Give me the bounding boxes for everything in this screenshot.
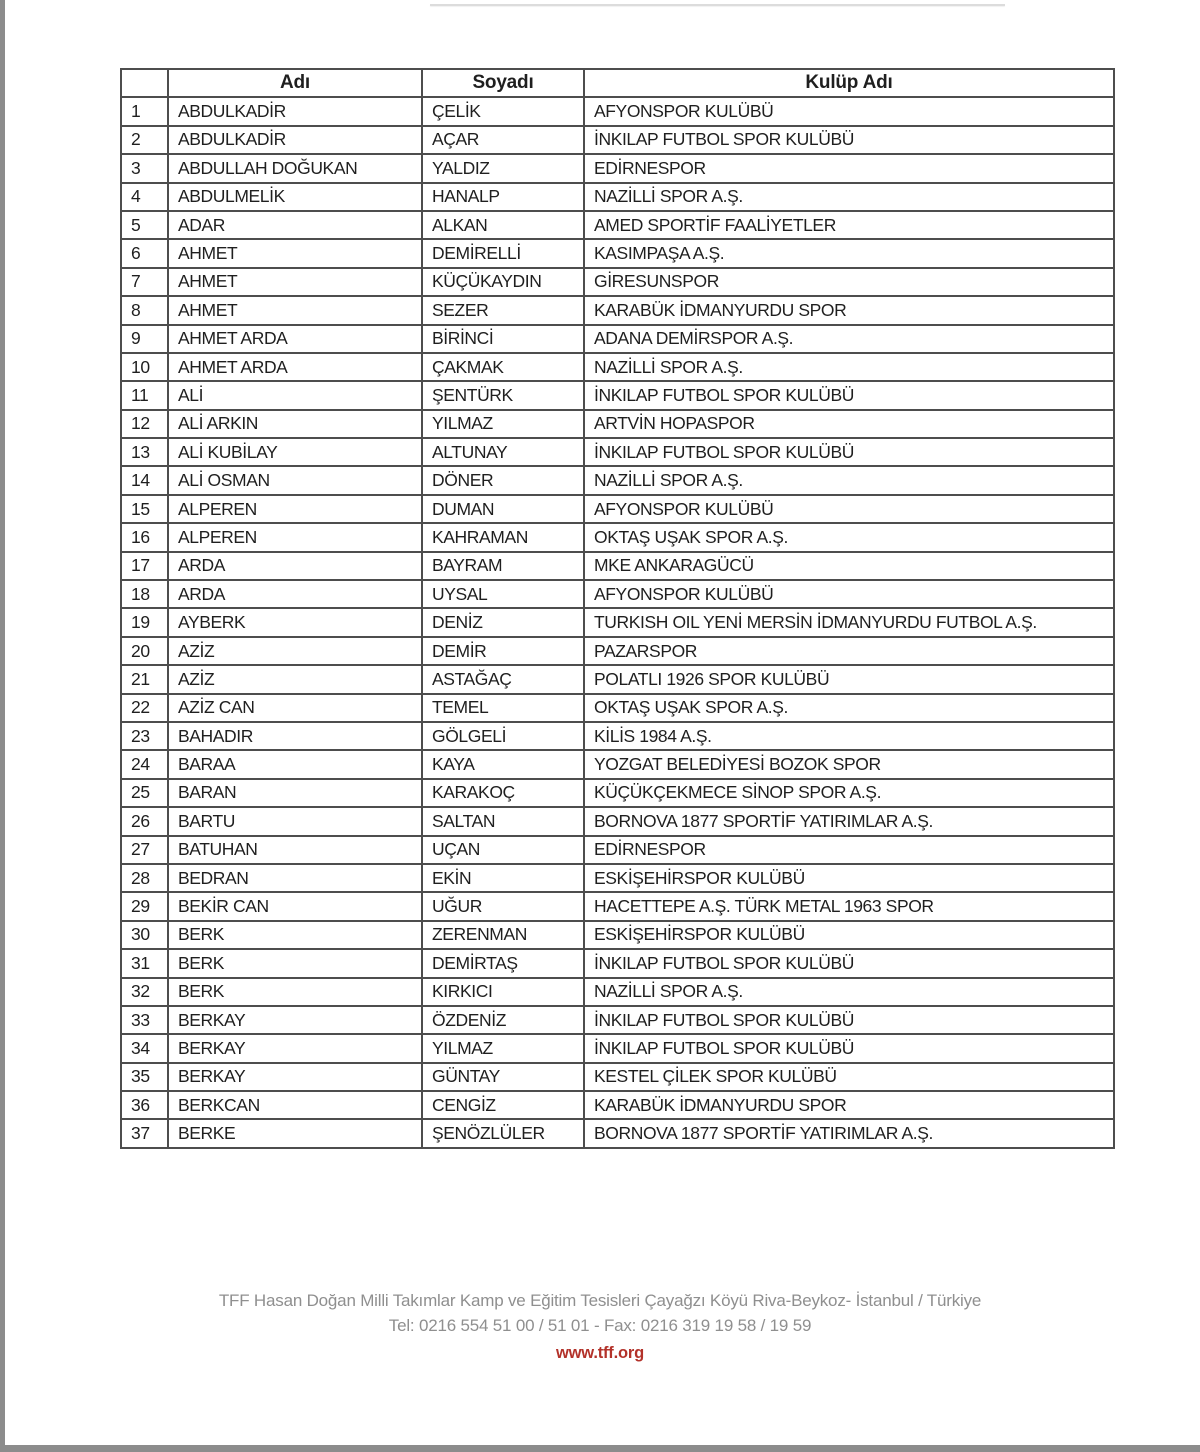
cell-surname: GÜNTAY xyxy=(422,1063,584,1091)
cell-name: ABDULKADİR xyxy=(168,97,422,125)
cell-surname: YILMAZ xyxy=(422,410,584,438)
cell-name: AHMET ARDA xyxy=(168,325,422,353)
table-body xyxy=(121,97,1114,1147)
table-row xyxy=(121,921,1114,949)
cell-surname: CENGİZ xyxy=(422,1091,584,1119)
row-number: 8 xyxy=(121,296,168,324)
row-number: 1 xyxy=(121,97,168,125)
row-number: 34 xyxy=(121,1034,168,1062)
cell-surname: KÜÇÜKAYDIN xyxy=(422,268,584,296)
cell-name: BERKAY xyxy=(168,1063,422,1091)
cell-surname: UYSAL xyxy=(422,580,584,608)
cell-club: PAZARSPOR xyxy=(584,637,1114,665)
row-number: 21 xyxy=(121,665,168,693)
row-number: 25 xyxy=(121,779,168,807)
scan-edge-left xyxy=(0,0,5,1452)
table-row xyxy=(121,807,1114,835)
cell-club: POLATLI 1926 SPOR KULÜBÜ xyxy=(584,665,1114,693)
cell-name: BATUHAN xyxy=(168,836,422,864)
cell-surname: SEZER xyxy=(422,296,584,324)
cell-surname: BİRİNCİ xyxy=(422,325,584,353)
cell-surname: ALKAN xyxy=(422,211,584,239)
cell-surname: YILMAZ xyxy=(422,1034,584,1062)
cell-name: ALPEREN xyxy=(168,495,422,523)
cell-name: BEKİR CAN xyxy=(168,892,422,920)
cell-club: TURKISH OIL YENİ MERSİN İDMANYURDU FUTBOL A.Ş. xyxy=(584,608,1114,636)
cell-name: BERKCAN xyxy=(168,1091,422,1119)
cell-club: NAZİLLİ SPOR A.Ş. xyxy=(584,978,1114,1006)
column-header-name: Adı xyxy=(168,69,422,97)
row-number: 3 xyxy=(121,154,168,182)
cell-surname: KAYA xyxy=(422,750,584,778)
row-number: 2 xyxy=(121,126,168,154)
cell-surname: KARAKOÇ xyxy=(422,779,584,807)
cell-club: ESKİŞEHİRSPOR KULÜBÜ xyxy=(584,921,1114,949)
row-number: 17 xyxy=(121,552,168,580)
table-header-row xyxy=(121,69,1114,97)
cell-club: KESTEL ÇİLEK SPOR KULÜBÜ xyxy=(584,1063,1114,1091)
cell-club: İNKILAP FUTBOL SPOR KULÜBÜ xyxy=(584,381,1114,409)
cell-name: BEDRAN xyxy=(168,864,422,892)
cell-club: NAZİLLİ SPOR A.Ş. xyxy=(584,183,1114,211)
table-row xyxy=(121,722,1114,750)
row-number: 5 xyxy=(121,211,168,239)
row-number: 28 xyxy=(121,864,168,892)
table-row xyxy=(121,1006,1114,1034)
row-number: 14 xyxy=(121,466,168,494)
cell-club: KİLİS 1984 A.Ş. xyxy=(584,722,1114,750)
row-number: 9 xyxy=(121,325,168,353)
cell-name: AHMET xyxy=(168,296,422,324)
player-roster-table xyxy=(120,68,1115,1149)
cell-club: KASIMPAŞA A.Ş. xyxy=(584,239,1114,267)
row-number: 18 xyxy=(121,580,168,608)
cell-name: BERKE xyxy=(168,1119,422,1147)
table-row xyxy=(121,296,1114,324)
row-number: 32 xyxy=(121,978,168,1006)
cell-surname: KAHRAMAN xyxy=(422,523,584,551)
cell-name: AHMET xyxy=(168,268,422,296)
cell-surname: AÇAR xyxy=(422,126,584,154)
cell-club: EDİRNESPOR xyxy=(584,836,1114,864)
cell-surname: DEMİRTAŞ xyxy=(422,949,584,977)
cell-surname: SALTAN xyxy=(422,807,584,835)
cell-name: ALİ xyxy=(168,381,422,409)
cell-name: ALİ KUBİLAY xyxy=(168,438,422,466)
row-number: 19 xyxy=(121,608,168,636)
row-number: 30 xyxy=(121,921,168,949)
table-row xyxy=(121,1091,1114,1119)
cell-name: ARDA xyxy=(168,580,422,608)
row-number: 12 xyxy=(121,410,168,438)
cell-club: AFYONSPOR KULÜBÜ xyxy=(584,580,1114,608)
scan-edge-bottom xyxy=(0,1445,1200,1452)
cell-name: ADAR xyxy=(168,211,422,239)
row-number: 7 xyxy=(121,268,168,296)
cell-name: BARAA xyxy=(168,750,422,778)
cell-surname: ASTAĞAÇ xyxy=(422,665,584,693)
cell-surname: ŞENÖZLÜLER xyxy=(422,1119,584,1147)
table-row xyxy=(121,608,1114,636)
table-row xyxy=(121,410,1114,438)
table-row xyxy=(121,325,1114,353)
cell-surname: HANALP xyxy=(422,183,584,211)
cell-club: YOZGAT BELEDİYESİ BOZOK SPOR xyxy=(584,750,1114,778)
cell-name: BAHADIR xyxy=(168,722,422,750)
table-row xyxy=(121,495,1114,523)
cell-name: BERKAY xyxy=(168,1006,422,1034)
table-row xyxy=(121,836,1114,864)
row-number: 4 xyxy=(121,183,168,211)
footer-website: www.tff.org xyxy=(556,1344,644,1362)
table-row xyxy=(121,154,1114,182)
cell-club: HACETTEPE A.Ş. TÜRK METAL 1963 SPOR xyxy=(584,892,1114,920)
cell-club: İNKILAP FUTBOL SPOR KULÜBÜ xyxy=(584,438,1114,466)
cell-name: BARAN xyxy=(168,779,422,807)
cell-name: BARTU xyxy=(168,807,422,835)
cell-surname: EKİN xyxy=(422,864,584,892)
cell-surname: ÖZDENİZ xyxy=(422,1006,584,1034)
cell-name: AZİZ CAN xyxy=(168,694,422,722)
cell-name: ABDULKADİR xyxy=(168,126,422,154)
table-row xyxy=(121,1034,1114,1062)
cell-surname: ÇAKMAK xyxy=(422,353,584,381)
cell-name: BERKAY xyxy=(168,1034,422,1062)
cell-surname: DEMİR xyxy=(422,637,584,665)
table-row xyxy=(121,97,1114,125)
table-row xyxy=(121,750,1114,778)
cell-surname: UĞUR xyxy=(422,892,584,920)
cell-name: AZİZ xyxy=(168,637,422,665)
column-header-club: Kulüp Adı xyxy=(584,69,1114,97)
footer-address: TFF Hasan Doğan Milli Takımlar Kamp ve Eğitim Tesisleri Çayağzı Köyü Riva-Beykoz- İstanbul / Türkiye xyxy=(218,1291,982,1310)
row-number: 37 xyxy=(121,1119,168,1147)
cell-club: AFYONSPOR KULÜBÜ xyxy=(584,97,1114,125)
row-number: 10 xyxy=(121,353,168,381)
cell-club: İNKILAP FUTBOL SPOR KULÜBÜ xyxy=(584,1006,1114,1034)
cell-club: ADANA DEMİRSPOR A.Ş. xyxy=(584,325,1114,353)
table-row xyxy=(121,637,1114,665)
table-row xyxy=(121,665,1114,693)
cell-name: AHMET ARDA xyxy=(168,353,422,381)
row-number: 26 xyxy=(121,807,168,835)
cell-surname: KIRKICI xyxy=(422,978,584,1006)
cell-name: ARDA xyxy=(168,552,422,580)
cell-club: İNKILAP FUTBOL SPOR KULÜBÜ xyxy=(584,1034,1114,1062)
cell-surname: UÇAN xyxy=(422,836,584,864)
table-row xyxy=(121,892,1114,920)
table-row xyxy=(121,1119,1114,1147)
row-number: 6 xyxy=(121,239,168,267)
cell-name: BERK xyxy=(168,978,422,1006)
table-row xyxy=(121,779,1114,807)
row-number: 27 xyxy=(121,836,168,864)
table-row xyxy=(121,580,1114,608)
table-row xyxy=(121,268,1114,296)
scan-artifact-line xyxy=(430,4,1005,6)
cell-surname: ŞENTÜRK xyxy=(422,381,584,409)
table-row xyxy=(121,126,1114,154)
footer-phone-fax: Tel: 0216 554 51 00 / 51 01 - Fax: 0216 319 19 58 / 19 59 xyxy=(388,1316,812,1335)
cell-club: OKTAŞ UŞAK SPOR A.Ş. xyxy=(584,523,1114,551)
cell-club: NAZİLLİ SPOR A.Ş. xyxy=(584,466,1114,494)
cell-club: AFYONSPOR KULÜBÜ xyxy=(584,495,1114,523)
cell-surname: ZERENMAN xyxy=(422,921,584,949)
cell-name: ALPEREN xyxy=(168,523,422,551)
row-number: 16 xyxy=(121,523,168,551)
cell-name: AHMET xyxy=(168,239,422,267)
row-number: 36 xyxy=(121,1091,168,1119)
table-row xyxy=(121,353,1114,381)
cell-club: EDİRNESPOR xyxy=(584,154,1114,182)
row-number: 20 xyxy=(121,637,168,665)
cell-surname: BAYRAM xyxy=(422,552,584,580)
cell-club: AMED SPORTİF FAALİYETLER xyxy=(584,211,1114,239)
cell-name: ALİ ARKIN xyxy=(168,410,422,438)
cell-surname: GÖLGELİ xyxy=(422,722,584,750)
cell-surname: DENİZ xyxy=(422,608,584,636)
row-number: 13 xyxy=(121,438,168,466)
cell-surname: DEMİRELLİ xyxy=(422,239,584,267)
table-row xyxy=(121,1063,1114,1091)
row-number: 23 xyxy=(121,722,168,750)
cell-surname: YALDIZ xyxy=(422,154,584,182)
row-number: 22 xyxy=(121,694,168,722)
cell-club: GİRESUNSPOR xyxy=(584,268,1114,296)
column-header-surname: Soyadı xyxy=(422,69,584,97)
cell-club: KARABÜK İDMANYURDU SPOR xyxy=(584,296,1114,324)
cell-surname: DÖNER xyxy=(422,466,584,494)
cell-name: ALİ OSMAN xyxy=(168,466,422,494)
cell-club: NAZİLLİ SPOR A.Ş. xyxy=(584,353,1114,381)
table-row xyxy=(121,552,1114,580)
cell-surname: ALTUNAY xyxy=(422,438,584,466)
table-row xyxy=(121,381,1114,409)
table-row xyxy=(121,183,1114,211)
cell-name: BERK xyxy=(168,949,422,977)
table-row xyxy=(121,438,1114,466)
cell-name: AYBERK xyxy=(168,608,422,636)
table-row xyxy=(121,466,1114,494)
cell-name: BERK xyxy=(168,921,422,949)
row-number: 35 xyxy=(121,1063,168,1091)
cell-club: ARTVİN HOPASPOR xyxy=(584,410,1114,438)
table-row xyxy=(121,211,1114,239)
table-row xyxy=(121,864,1114,892)
row-number: 29 xyxy=(121,892,168,920)
table-row xyxy=(121,523,1114,551)
row-number: 11 xyxy=(121,381,168,409)
row-number: 24 xyxy=(121,750,168,778)
table-row xyxy=(121,239,1114,267)
cell-name: ABDULMELİK xyxy=(168,183,422,211)
cell-club: İNKILAP FUTBOL SPOR KULÜBÜ xyxy=(584,126,1114,154)
cell-club: KÜÇÜKÇEKMECE SİNOP SPOR A.Ş. xyxy=(584,779,1114,807)
cell-club: ESKİŞEHİRSPOR KULÜBÜ xyxy=(584,864,1114,892)
cell-club: MKE ANKARAGÜCÜ xyxy=(584,552,1114,580)
cell-club: BORNOVA 1877 SPORTİF YATIRIMLAR A.Ş. xyxy=(584,1119,1114,1147)
cell-name: ABDULLAH DOĞUKAN xyxy=(168,154,422,182)
table-row xyxy=(121,949,1114,977)
cell-surname: TEMEL xyxy=(422,694,584,722)
row-number: 15 xyxy=(121,495,168,523)
document-footer xyxy=(0,1288,1200,1363)
cell-club: İNKILAP FUTBOL SPOR KULÜBÜ xyxy=(584,949,1114,977)
column-header-number xyxy=(121,69,168,97)
cell-surname: ÇELİK xyxy=(422,97,584,125)
cell-name: AZİZ xyxy=(168,665,422,693)
cell-club: OKTAŞ UŞAK SPOR A.Ş. xyxy=(584,694,1114,722)
row-number: 31 xyxy=(121,949,168,977)
cell-club: BORNOVA 1877 SPORTİF YATIRIMLAR A.Ş. xyxy=(584,807,1114,835)
row-number: 33 xyxy=(121,1006,168,1034)
cell-surname: DUMAN xyxy=(422,495,584,523)
table-row xyxy=(121,978,1114,1006)
cell-club: KARABÜK İDMANYURDU SPOR xyxy=(584,1091,1114,1119)
table-row xyxy=(121,694,1114,722)
